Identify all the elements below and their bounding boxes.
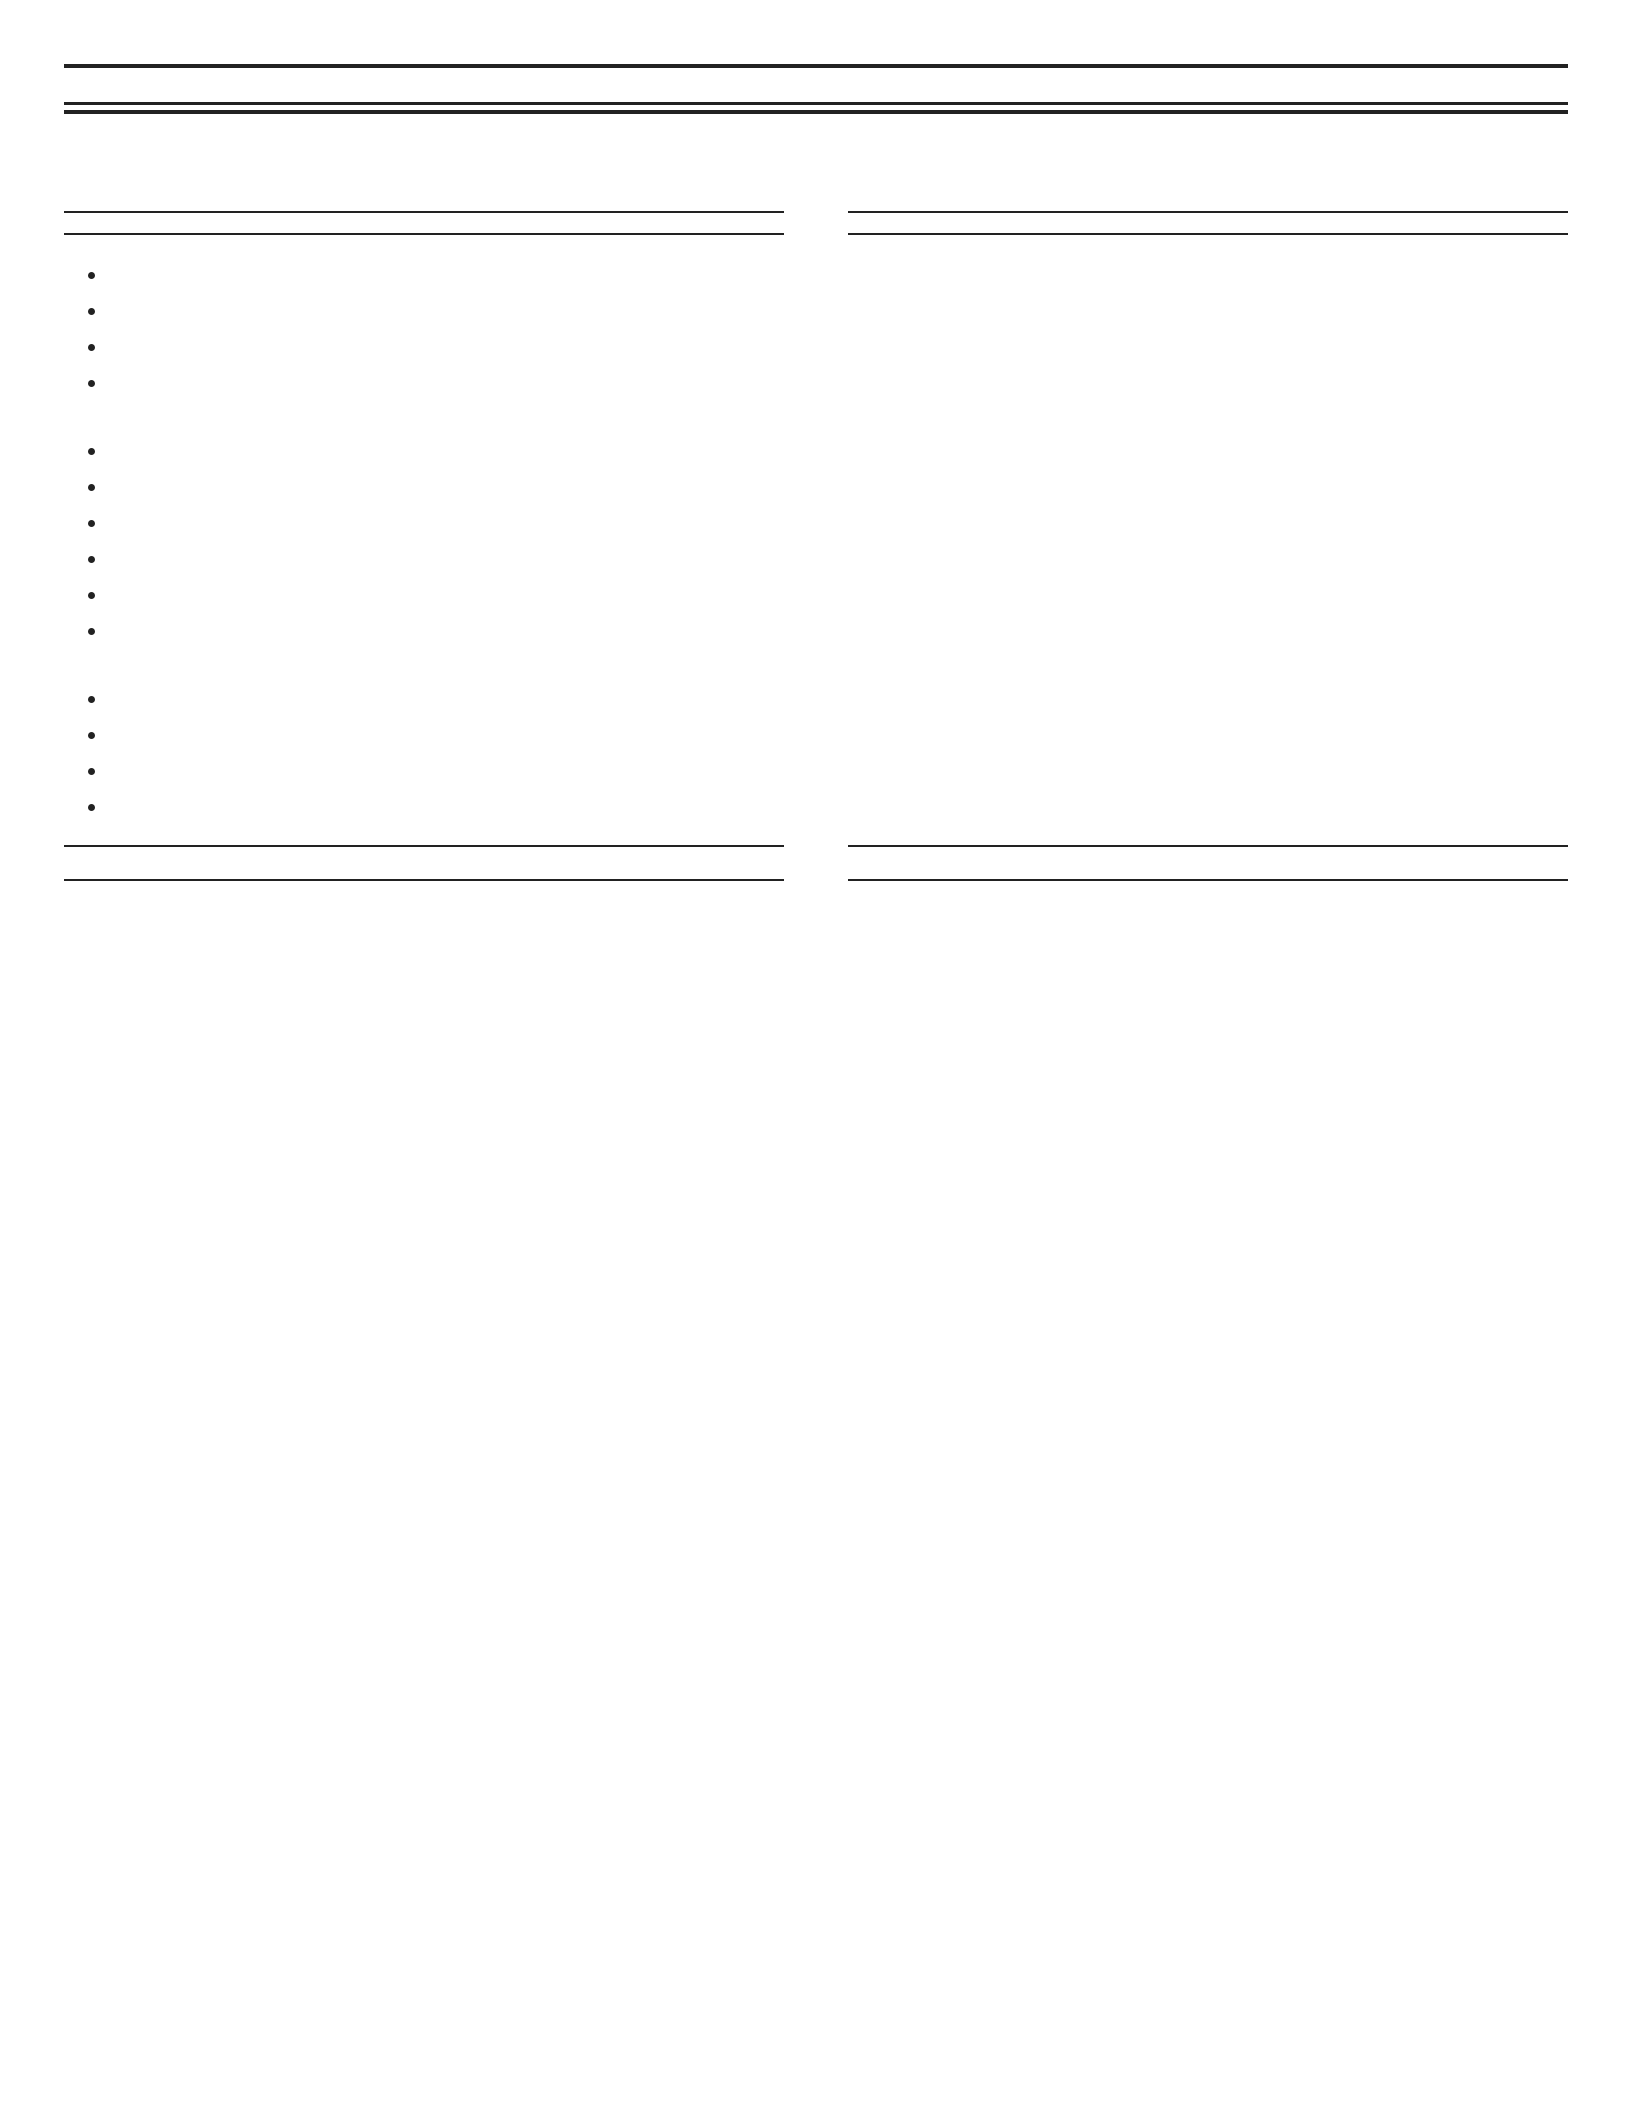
list-item xyxy=(108,293,1568,329)
list-item xyxy=(108,541,1568,577)
list-item xyxy=(108,505,1568,541)
heading-rule-right xyxy=(848,211,1568,213)
list-item xyxy=(108,681,1568,717)
job-entry xyxy=(64,257,1568,401)
heading-rule-right xyxy=(848,845,1568,847)
job-bullets xyxy=(64,433,1568,649)
heading-rule-left xyxy=(64,211,784,213)
job-bullets xyxy=(64,681,1568,825)
list-item xyxy=(108,257,1568,293)
header-double-rule xyxy=(64,102,1568,114)
list-item xyxy=(108,577,1568,613)
list-item xyxy=(108,753,1568,789)
resume-page xyxy=(64,64,1568,881)
list-item xyxy=(108,329,1568,365)
list-item xyxy=(108,365,1568,401)
section-heading-work xyxy=(64,233,1568,235)
header-top-rule xyxy=(64,64,1568,68)
heading-rule-left xyxy=(64,233,784,235)
list-item xyxy=(108,433,1568,469)
heading-rule-right xyxy=(848,879,1568,881)
list-item xyxy=(108,469,1568,505)
job-entry xyxy=(64,433,1568,649)
list-item xyxy=(108,613,1568,649)
section-heading-summary xyxy=(64,211,1568,213)
heading-rule-right xyxy=(848,233,1568,235)
heading-rule-left xyxy=(64,845,784,847)
contact-line xyxy=(64,147,1568,175)
section-heading-skills xyxy=(64,879,1568,881)
section-heading-education xyxy=(64,845,1568,847)
list-item xyxy=(108,789,1568,825)
heading-rule-left xyxy=(64,879,784,881)
job-bullets xyxy=(64,257,1568,401)
job-entry xyxy=(64,681,1568,825)
list-item xyxy=(108,717,1568,753)
